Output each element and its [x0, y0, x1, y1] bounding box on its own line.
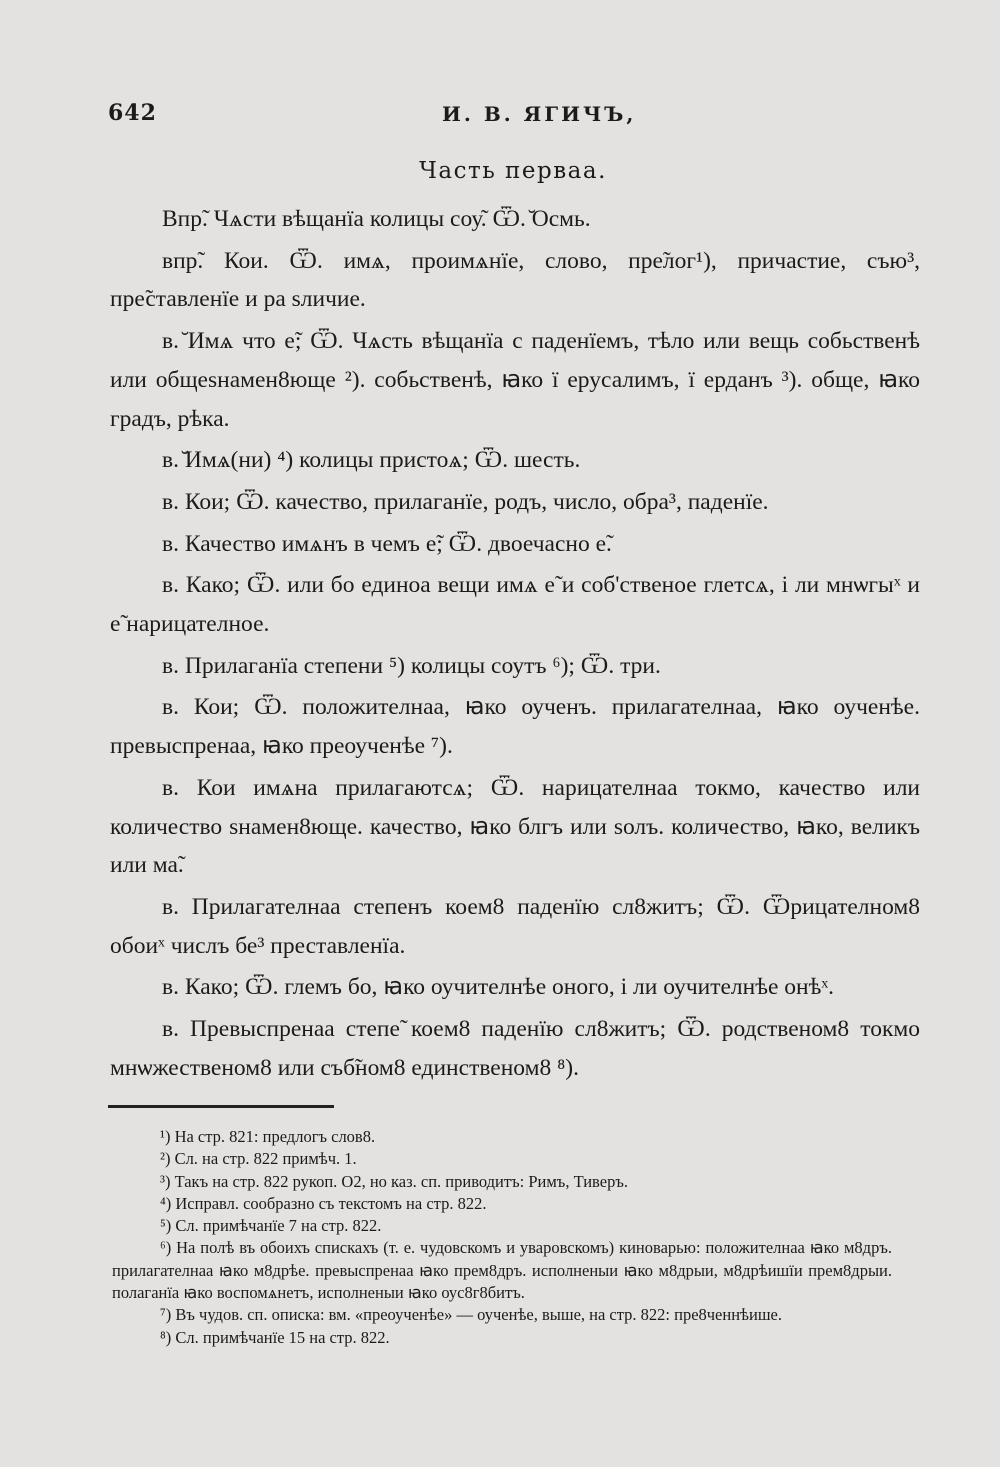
- footnote: ³) Такъ на стр. 822 рукоп. О2, но каз. сп. приводитъ: Римъ, Тиверъ.: [160, 1171, 628, 1191]
- paragraph: Впр̃. Чѧсти вѣщанїа колицы соу̃. Ѿ. ̆Осмь.: [162, 206, 591, 232]
- footnote: ⁴) Исправл. сообразно съ текстомъ на стр. 822.: [160, 1193, 487, 1213]
- paragraph: в. ̆Имѧ что е̃; Ѿ. Чѧсть вѣщанїа с паденїемъ, тѣло или вещь собьственѣ или общеѕнамен8юще ²). собьственѣ, ꙗко ї ерусалимъ, ї ерданъ ³). обще, ꙗко градъ, рѣка.: [110, 328, 920, 432]
- section-title: Часть перваа.: [419, 158, 607, 184]
- footnote-divider: [108, 1105, 334, 1108]
- footnote: ¹) На стр. 821: предлогъ слов8.: [160, 1127, 376, 1146]
- paragraph: в. Кои; Ѿ. качество, прилаганїе, родъ, число, обра³, паденїе.: [162, 488, 769, 515]
- paragraph: впр̃. Кои. Ѿ. имѧ, проимѧнїе, слово, пре̃лог¹), причастие, съю³, пре̃ставленїе и ра ѕличие.: [110, 247, 920, 313]
- footnote: ⁶) На полѣ въ обоихъ спискахъ (т. е. чудовскомъ и уваровскомъ) киноварью: положителнаа ꙗко м8дръ. прилагателнаа ꙗко м8дрѣе. превыспренаа ꙗко прем8дръ. исполненыи ꙗко м8дрыи, м8дрѣишїи прем8дрыи. полаганїа ꙗко воспомѧнетъ, исполненыи ꙗко оус8г8битъ.: [112, 1238, 892, 1303]
- footnote: ⁵) Сл. примѣчанїе 7 на стр. 822.: [160, 1216, 382, 1236]
- footnote: ⁸) Сл. примѣчанїе 15 на стр. 822.: [160, 1327, 390, 1347]
- paragraph: в. Прилагателнаа степенъ коем8 паденїю сл8житъ; Ѿ. Ѿрицателном8 обоиˣ числъ бе³ преставленїа.: [110, 893, 920, 959]
- footnote: ²) Сл. на стр. 822 примѣч. 1.: [160, 1149, 357, 1169]
- paragraph: в. Како; Ѿ. или бо единоа вещи имѧ е̃ и соб'ственое глетсѧ, і ли мнѡгыˣ и е̃ нарицателное.: [110, 572, 920, 638]
- footnote: ⁷) Въ чудов. сп. описка: вм. «преоученѣе» — оученѣе, выше, на стр. 822: пре8ченнѣише.: [160, 1305, 782, 1325]
- paragraph: в. Превыспренаа степе̃ коем8 паденїю сл8житъ; Ѿ. родственом8 токмо мнѡжественом8 или съб̃ном8 единственом8 ⁸).: [110, 1016, 920, 1081]
- page-number: 642: [108, 100, 157, 126]
- paragraph: в. Прилаганїа степени ⁵) колицы соутъ ⁶); Ѿ. три.: [162, 652, 661, 679]
- running-head: И. В. ЯГИЧЪ,: [442, 102, 637, 126]
- paragraph: в. ̆Имѧ(ни) ⁴) колицы пристоѧ; Ѿ. шесть.: [162, 447, 581, 474]
- page-header: [0, 100, 1000, 134]
- footnotes: [112, 1126, 892, 1349]
- body-text: [110, 200, 920, 1087]
- paragraph: в. Кои имѧна прилагаютсѧ; Ѿ. нарицателнаа токмо, качество или количество ѕнамен8юще. качество, ꙗко блгъ или ѕолъ. количество, ꙗко, великъ или ма̃.: [110, 774, 920, 879]
- paragraph: в. Како; Ѿ. глемъ бо, ꙗко оучителнѣе оного, і ли оучителнѣе онѣˣ.: [162, 974, 835, 1001]
- paragraph: в. Качество имѧнъ в чемъ е̃; Ѿ. двоечасно е̃.: [162, 530, 612, 557]
- paragraph: в. Кои; Ѿ. положителнаа, ꙗко оученъ. прилагателнаа, ꙗко оученѣе. превыспренаа, ꙗко преоученѣе ⁷).: [110, 694, 920, 760]
